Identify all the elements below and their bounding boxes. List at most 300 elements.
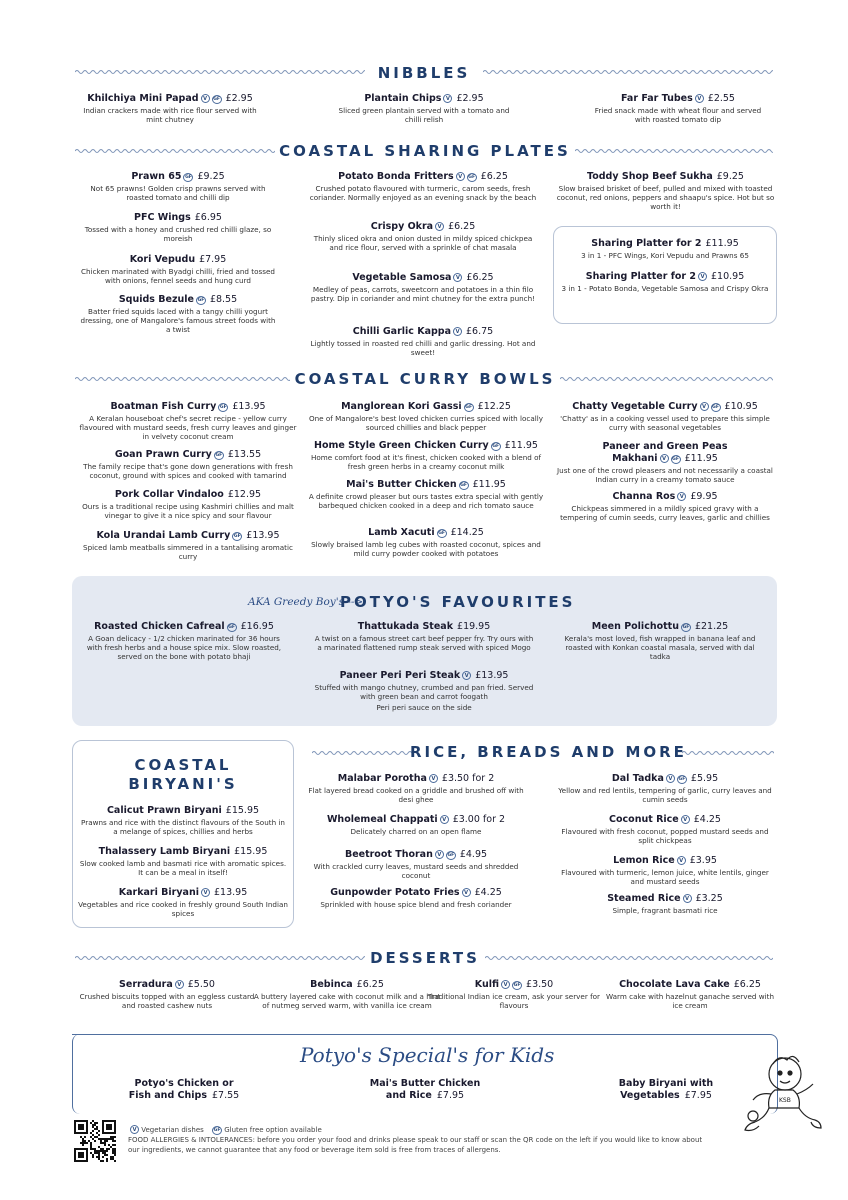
menu-item-description: Slowly braised lamb leg cubes with roasted coconut, spices and mild curry powder cooked with potatoes <box>311 540 541 558</box>
menu-item-title <box>76 401 300 413</box>
menu-item-description: A twist on a famous street cart beef pepper fry. Try ours with a marinated flattened rump steak served with spiced Mogo <box>314 634 534 652</box>
menu-item-description: A buttery layered cake with coconut milk and a hint of nutmeg served warm, with vanilla ice cream <box>253 992 441 1010</box>
menu-item <box>76 489 300 520</box>
vegetarian-icon: V <box>453 327 462 336</box>
menu-item-name: Dal Tadka <box>611 773 664 784</box>
gluten-free-icon: GF <box>678 777 686 782</box>
menu-item-description: With crackled curry leaves, mustard seeds and shredded coconut <box>313 862 519 880</box>
menu-item-name: Chilli Garlic Kappa <box>352 326 451 337</box>
menu-item-title <box>553 171 778 183</box>
menu-item <box>306 814 526 836</box>
menu-item-description: Kerala's most loved, fish wrapped in banana leaf and roasted with Konkan coastal masala, served with dal tadka <box>564 634 756 661</box>
menu-item-name: Thalassery Lamb Biryani <box>98 846 231 857</box>
menu-item-description: Sprinkled with house spice blend and fresh coriander <box>320 900 512 909</box>
menu-item-description: A Goan delicacy - 1/2 chicken marinated for 36 hours with fresh herbs and a house spice mix. Slow roasted, served on the bone with potato bhaji <box>86 634 282 661</box>
menu-item-name: Manglorean Kori Gassi <box>341 401 462 412</box>
menu-item <box>600 979 780 1010</box>
kids-item-name-line1: Baby Biryani with <box>618 1078 714 1089</box>
menu-item-price: £10.95 <box>711 271 745 282</box>
gluten-free-icon: GF <box>513 983 521 988</box>
vegetarian-icon: V <box>435 222 444 231</box>
menu-item-title <box>308 326 538 338</box>
gluten-free-icon: GF <box>185 175 192 180</box>
menu-item-price: £6.25 <box>466 272 494 283</box>
gluten-free-label: Gluten free option available <box>224 1126 322 1134</box>
menu-item <box>306 773 526 804</box>
menu-item-name: Chocolate Lava Cake <box>619 979 730 990</box>
menu-item-description: Warm cake with hazelnut ganache served with ice cream <box>605 992 775 1010</box>
wave-divider <box>75 67 365 77</box>
menu-item <box>334 93 514 124</box>
vegetarian-icon: V <box>201 94 210 103</box>
menu-item <box>552 441 778 484</box>
menu-item-price: £5.95 <box>690 773 719 784</box>
menu-item-title <box>556 271 774 283</box>
menu-item-name: Boatman Fish Curry <box>110 401 217 412</box>
vegetarian-icon: V <box>440 815 449 824</box>
menu-item-description: A definite crowd pleaser but ours tastes extra special with gently barbequed chicken cooked in a deep and rich tomato sauce <box>308 492 544 510</box>
menu-item-title <box>76 530 300 542</box>
menu-item-title <box>306 814 526 826</box>
menu-item <box>556 271 774 293</box>
menu-item-title <box>306 479 546 491</box>
vegetarian-label: Vegetarian dishes <box>141 1126 204 1134</box>
menu-item <box>78 171 278 202</box>
vegetarian-icon: V <box>666 774 675 783</box>
wave-divider <box>682 748 774 758</box>
vegetarian-icon: V <box>681 815 690 824</box>
gluten-free-icon: GF <box>672 457 679 462</box>
menu-item-price: £4.25 <box>693 814 721 825</box>
menu-item-title <box>306 773 526 785</box>
gluten-free-icon: GF <box>460 483 467 488</box>
menu-item-description: Yellow and red lentils, tempering of garlic, curry leaves and cumin seeds <box>558 786 772 804</box>
menu-item-description: One of Mangalore's best loved chicken curries spiced with locally sourced chillies and black pepper <box>308 414 544 432</box>
menu-item-price: £15.95 <box>225 805 260 816</box>
menu-item-title <box>424 979 604 991</box>
allergy-notice: FOOD ALLERGIES & INTOLERANCES: before you order your food and drinks please speak to our staff or scan the QR code on the left if you would like to know about our ingredients, we cannot guarantee that any food or beverage item sold is free from traces of allergens. <box>128 1136 703 1154</box>
menu-item-price: £5.50 <box>187 979 215 990</box>
menu-item-price: £16.95 <box>240 621 274 632</box>
legend-row <box>128 1125 322 1135</box>
menu-item <box>554 814 776 845</box>
menu-item-title <box>554 893 776 905</box>
menu-item-title <box>80 93 260 105</box>
menu-item-name: Steamed Rice <box>607 893 681 904</box>
menu-item-price: £11.95 <box>472 479 506 490</box>
qr-code[interactable] <box>74 1120 116 1162</box>
vegetarian-icon: V <box>435 850 444 859</box>
section-title-biryani-2: BIRYANI'S <box>128 775 238 793</box>
section-title-desserts: DESSERTS <box>370 949 480 967</box>
wave-divider <box>312 748 412 758</box>
menu-item-name: Thattukada Steak <box>357 621 454 632</box>
menu-item <box>424 979 604 1010</box>
menu-item-description: Medley of peas, carrots, sweetcorn and potatoes in a thin filo pastry. Dip in coriander and mint chutney for the extra punch! <box>310 285 536 303</box>
menu-item-name: Wholemeal Chappati <box>326 814 438 825</box>
menu-item-description: 3 in 1 - Potato Bonda, Vegetable Samosa and Crispy Okra <box>561 284 769 293</box>
vegetarian-icon: V <box>677 856 686 865</box>
menu-item-price: £3.95 <box>689 855 717 866</box>
menu-item-name: Potato Bonda Fritters <box>338 171 454 182</box>
menu-item-name: Kulfi <box>474 979 500 990</box>
menu-item-name: Kori Vepudu <box>129 254 196 265</box>
gluten-free-icon: GF <box>228 625 236 630</box>
menu-item-name: Lemon Rice <box>613 855 675 866</box>
menu-item-description: Crushed biscuits topped with an eggless custard and roasted cashew nuts <box>79 992 255 1010</box>
menu-item-title <box>252 979 442 991</box>
menu-item-price: £3.50 for 2 <box>441 773 495 784</box>
gluten-free-icon: GF <box>712 405 719 410</box>
menu-item-description: The family recipe that's gone down generations with fresh coconut, ground with spices and cooked with tamarind <box>83 462 293 480</box>
menu-item-description: Slow braised brisket of beef, pulled and mixed with toasted coconut, red onions, peppers and shaapu's spice. Hot but so worth it! <box>556 184 775 211</box>
menu-item <box>306 527 546 558</box>
menu-item-title <box>78 212 278 224</box>
menu-item-price: £12.95 <box>227 489 262 500</box>
vegetarian-icon: V <box>695 94 704 103</box>
menu-item-title <box>552 401 778 413</box>
menu-item-name: Home Style Green Chicken Curry <box>314 440 489 451</box>
menu-item-name: Toddy Shop Beef Sukha <box>587 171 713 182</box>
menu-item-description: Spiced lamb meatballs simmered in a tantalising aromatic curry <box>83 543 293 561</box>
menu-item-price: £7.95 <box>199 254 227 265</box>
menu-item-price: £10.95 <box>724 401 758 412</box>
menu-item <box>72 979 262 1010</box>
menu-item-name: PFC Wings <box>134 212 191 223</box>
menu-item-price: £14.25 <box>450 527 484 538</box>
menu-item-name: Mai's Butter Chicken <box>346 479 457 490</box>
menu-item-title <box>312 621 536 633</box>
menu-item-price: £3.50 <box>526 979 554 990</box>
menu-item-title <box>308 171 538 183</box>
menu-item-name: Crispy Okra <box>370 221 434 232</box>
menu-item-description: 3 in 1 - PFC Wings, Kori Vepudu and Prawns 65 <box>581 251 749 260</box>
vegetarian-icon: V <box>443 94 452 103</box>
vegetarian-icon: V <box>700 402 709 411</box>
section-title-biryani-1: COASTAL <box>134 756 232 774</box>
menu-item-description: Fried snack made with wheat flour and served with roasted tomato dip <box>594 106 762 124</box>
menu-item-note: Peri peri sauce on the side <box>376 703 472 712</box>
menu-item-title <box>306 849 526 861</box>
menu-item-description: Indian crackers made with rice flour served with mint chutney <box>83 106 257 124</box>
menu-item-price: £19.95 <box>457 621 491 632</box>
menu-item-name: Gunpowder Potato Fries <box>330 887 460 898</box>
menu-item-description: Lightly tossed in roasted red chilli and garlic dressing. Hot and sweet! <box>310 339 536 357</box>
menu-item-price: £2.55 <box>707 93 735 104</box>
menu-item-title <box>76 489 300 501</box>
svg-text:KSB: KSB <box>779 1097 791 1104</box>
menu-item <box>554 855 776 886</box>
menu-item-price: £13.95 <box>232 401 266 412</box>
menu-item-title <box>76 449 300 461</box>
wave-divider <box>75 374 290 384</box>
vegetarian-icon: V <box>660 454 669 463</box>
kids-item-price: £7.55 <box>212 1090 240 1101</box>
menu-item <box>588 93 768 124</box>
menu-item <box>78 212 278 243</box>
menu-item-title <box>84 621 284 633</box>
menu-item-description: Flat layered bread cooked on a griddle and brushed off with desi ghee <box>308 786 524 804</box>
menu-item <box>554 893 776 915</box>
vegetarian-icon: V <box>453 273 462 282</box>
favourites-prefix: AKA Greedy Boy's --> <box>248 596 364 608</box>
menu-item <box>76 449 300 480</box>
menu-item-price: £13.95 <box>246 530 280 541</box>
menu-item-description: Crushed potato flavoured with turmeric, carom seeds, fresh coriander. Normally enjoyed as an evening snack by the beach <box>309 184 537 202</box>
gluten-free-icon: GF <box>219 405 227 410</box>
gluten-free-icon: GF <box>438 531 445 536</box>
menu-item <box>80 93 260 124</box>
menu-item-price: £2.95 <box>225 93 253 104</box>
menu-item <box>306 401 546 432</box>
gluten-free-icon: GF <box>682 625 690 630</box>
menu-item-title <box>600 979 780 991</box>
gluten-free-icon: GF <box>197 298 205 303</box>
menu-item-description: Traditional Indian ice cream, ask your server for flavours <box>428 992 600 1010</box>
menu-item <box>552 401 778 432</box>
kid-illustration <box>735 1050 825 1135</box>
menu-item-name: Lamb Xacuti <box>368 527 435 538</box>
menu-item <box>560 621 760 661</box>
menu-item-name: Serradura <box>119 979 173 990</box>
menu-item-description: Prawns and rice with the distinct flavours of the South in a melange of spices, chillies and herbs <box>81 818 285 836</box>
kids-menu-item <box>325 1078 525 1102</box>
menu-item <box>78 294 278 334</box>
menu-item-price: £15.95 <box>234 846 268 857</box>
gluten-free-icon: GF <box>492 444 500 449</box>
menu-item-name-line1: Paneer and Green Peas <box>602 441 728 452</box>
menu-item-name: Calicut Prawn Biryani <box>106 805 222 816</box>
menu-item-price: £6.75 <box>466 326 494 337</box>
kids-item-name-line1: Mai's Butter Chicken <box>369 1078 481 1089</box>
menu-item-description: Delicately charred on an open flame <box>350 827 482 836</box>
menu-item <box>78 846 288 877</box>
kids-item-name-line1: Potyo's Chicken or <box>134 1078 234 1089</box>
menu-item-price: £3.25 <box>695 893 723 904</box>
menu-item <box>556 238 774 260</box>
section-title-favourites: POTYO'S FAVOURITES <box>340 593 576 611</box>
menu-item-price: £13.55 <box>227 449 262 460</box>
section-title-rice-breads: RICE, BREADS AND MORE <box>410 743 687 761</box>
menu-item-price: £9.95 <box>690 491 718 502</box>
gluten-free-icon: GF <box>447 853 455 858</box>
menu-item <box>554 773 776 804</box>
kids-item-price: £7.95 <box>684 1090 712 1101</box>
menu-item-description: Stuffed with mango chutney, crumbed and pan fried. Served with green bean and carrot foogath <box>314 683 534 701</box>
section-title-nibbles: NIBBLES <box>377 64 471 82</box>
gluten-free-icon: GF <box>215 453 223 458</box>
menu-item-title <box>72 979 262 991</box>
menu-item-price: £6.25 <box>448 221 476 232</box>
menu-item-name: Channa Ros <box>612 491 676 502</box>
menu-item-description: Flavoured with turmeric, lemon juice, white lentils, ginger and mustard seeds <box>561 868 769 886</box>
wave-divider <box>485 953 773 963</box>
menu-item-price: £21.25 <box>694 621 729 632</box>
menu-item-name: Beetroot Thoran <box>344 849 433 860</box>
menu-item-price: £11.95 <box>684 453 718 464</box>
menu-item-title <box>78 294 278 306</box>
gluten-free-icon: GF <box>213 1128 221 1133</box>
menu-item-name: Makhani <box>612 453 658 464</box>
menu-item-price: £8.55 <box>209 294 238 305</box>
menu-item-description: Simple, fragrant basmati rice <box>612 906 718 915</box>
menu-item-title <box>306 527 546 539</box>
menu-item-price: £4.25 <box>474 887 502 898</box>
menu-item <box>78 805 288 836</box>
wave-divider <box>75 146 275 156</box>
kids-item-name: and Rice <box>385 1090 432 1101</box>
vegetarian-icon: V <box>677 492 686 501</box>
menu-item-name: Far Far Tubes <box>621 93 693 104</box>
gluten-free-icon: GF <box>213 97 220 102</box>
vegetarian-icon: V <box>130 1125 139 1134</box>
menu-item-name: Plantain Chips <box>364 93 442 104</box>
menu-item-description: Slow cooked lamb and basmati rice with aromatic spices. It can be a meal in itself! <box>79 859 287 877</box>
menu-item-name: Sharing Platter for 2 <box>585 271 696 282</box>
menu-item-title <box>78 846 288 858</box>
menu-item-title <box>552 491 778 503</box>
menu-item <box>308 326 538 357</box>
gluten-free-icon: GF <box>233 534 241 539</box>
menu-item-title <box>334 93 514 105</box>
menu-item-name: Coconut Rice <box>609 814 679 825</box>
menu-item-name: Khilchiya Mini Papad <box>87 93 199 104</box>
vegetarian-icon: V <box>501 980 510 989</box>
menu-item-name: Meen Polichottu <box>591 621 679 632</box>
gluten-free-icon: GF <box>465 405 473 410</box>
section-title-coastal-sharing: COASTAL SHARING PLATES <box>279 142 571 160</box>
kids-menu-item <box>84 1078 284 1102</box>
menu-item-title <box>78 171 278 183</box>
menu-item-price: £6.95 <box>194 212 222 223</box>
menu-item-price: £4.95 <box>459 849 488 860</box>
menu-item-description: Sliced green plantain served with a tomato and chilli relish <box>338 106 510 124</box>
menu-item-price: £6.25 <box>356 979 384 990</box>
menu-item-title <box>308 272 538 284</box>
menu-item-price: £12.25 <box>477 401 511 412</box>
wave-divider <box>483 67 773 77</box>
menu-item-title <box>554 814 776 826</box>
kids-title: Potyo's Special's for Kids <box>300 1043 555 1067</box>
menu-item-title <box>78 805 288 817</box>
menu-item-name: Pork Collar Vindaloo <box>114 489 224 500</box>
menu-item-price: £9.25 <box>197 171 225 182</box>
menu-item-price: £13.95 <box>214 887 248 898</box>
kids-item-name: Vegetables <box>620 1090 680 1101</box>
vegetarian-icon: V <box>201 888 210 897</box>
menu-item-price: £11.95 <box>504 440 538 451</box>
menu-item-price: £13.95 <box>475 670 509 681</box>
kids-box-left <box>72 1034 92 1114</box>
menu-item-name: Sharing Platter for 2 <box>591 238 702 249</box>
menu-item-name: Prawn 65 <box>131 171 182 182</box>
menu-item-name: Goan Prawn Curry <box>114 449 212 460</box>
menu-item-price: £9.25 <box>716 171 744 182</box>
menu-item-title <box>312 670 536 682</box>
menu-item <box>308 171 538 202</box>
kids-item-name: Fish and Chips <box>128 1090 207 1101</box>
menu-item-name: Karkari Biryani <box>118 887 199 898</box>
menu-item-description: Thinly sliced okra and onion dusted in mildy spiced chickpea and rice flour, served with a sprinkle of chat masala <box>313 234 533 252</box>
wave-divider <box>575 146 773 156</box>
menu-item <box>76 401 300 441</box>
menu-item-description: Home comfort food at it's finest, chicken cooked with a blend of fresh green herbs in a creamy coconut milk <box>310 453 542 471</box>
menu-item-title <box>560 621 760 633</box>
menu-item-title <box>588 93 768 105</box>
menu-item-description: Chicken marinated with Byadgi chilli, fried and tossed with onions, fennel seeds and hung curd <box>81 267 275 285</box>
kids-item-name-line2 <box>325 1090 525 1102</box>
menu-item-price: £6.25 <box>733 979 761 990</box>
menu-item-price: £11.95 <box>705 238 739 249</box>
menu-item <box>252 979 442 1010</box>
kids-item-name-line2 <box>84 1090 284 1102</box>
menu-item <box>308 221 538 252</box>
menu-item-title <box>554 773 776 785</box>
menu-item-title <box>78 887 288 899</box>
menu-item-description: 'Chatty' as in a cooking vessel used to prepare this simple curry with seasonal vegetables <box>560 414 770 432</box>
menu-item-name: Chatty Vegetable Curry <box>572 401 698 412</box>
menu-item <box>306 849 526 880</box>
menu-item <box>312 670 536 712</box>
menu-item-name: Bebinca <box>310 979 353 990</box>
gluten-free-icon: GF <box>468 175 476 180</box>
menu-item-name: Malabar Porotha <box>337 773 427 784</box>
menu-item-title <box>552 453 778 465</box>
menu-item-description: Not 65 prawns! Golden crisp prawns served with roasted tomato and chilli dip <box>90 184 266 202</box>
menu-item <box>312 621 536 652</box>
menu-item-title <box>306 440 546 452</box>
menu-item-description: A Keralan houseboat chef's secret recipe - yellow curry flavoured with mustard seeds, fresh curry leaves and ginger in velvety coconut cream <box>79 414 297 441</box>
menu-item-price: £6.25 <box>480 171 508 182</box>
menu-item-description: Ours is a traditional recipe using Kashmiri chillies and malt vinegar to give it a nice spicy and sour flavour <box>82 502 294 520</box>
kids-item-price: £7.95 <box>436 1090 465 1101</box>
menu-item <box>306 479 546 510</box>
menu-item-price: £2.95 <box>456 93 484 104</box>
menu-item-name: Kola Urandai Lamb Curry <box>96 530 231 541</box>
menu-item <box>306 440 546 471</box>
menu-item-name: Squids Bezule <box>118 294 194 305</box>
menu-item <box>308 272 538 303</box>
menu-item <box>552 491 778 522</box>
menu-item <box>84 621 284 661</box>
menu-item-description: Chickpeas simmered in a mildly spiced gravy with a tempering of cumin seeds, curry leaves, garlic and chillies <box>560 504 770 522</box>
menu-item-name: Roasted Chicken Cafreal <box>94 621 225 632</box>
menu-item-title <box>78 254 278 266</box>
vegetarian-icon: V <box>429 774 438 783</box>
menu-item-description: Vegetables and rice cooked in freshly ground South Indian spices <box>78 900 288 918</box>
vegetarian-icon: V <box>462 888 471 897</box>
menu-item <box>78 254 278 285</box>
menu-item-title <box>306 401 546 413</box>
vegetarian-icon: V <box>175 980 184 989</box>
menu-item <box>306 887 526 909</box>
menu-item-description: Tossed with a honey and crushed red chilli glaze, so moreish <box>84 225 272 243</box>
vegetarian-icon: V <box>698 272 707 281</box>
menu-item-description: Batter fried squids laced with a tangy chilli yogurt dressing, one of Mangalore's famous street foods with a twist <box>80 307 276 334</box>
menu-item <box>76 530 300 561</box>
menu-item <box>553 171 778 211</box>
wave-divider <box>560 374 773 384</box>
menu-item-title <box>556 238 774 250</box>
menu-item-name: Paneer Peri Peri Steak <box>339 670 461 681</box>
menu-item-title <box>554 855 776 867</box>
menu-item-name: Vegetable Samosa <box>352 272 452 283</box>
menu-item-description: Just one of the crowd pleasers and not necessarily a coastal Indian curry in a creamy tomato sauce <box>557 466 773 484</box>
wave-divider <box>75 953 365 963</box>
section-title-curry-bowls: COASTAL CURRY BOWLS <box>294 370 556 388</box>
vegetarian-icon: V <box>462 671 471 680</box>
menu-item-title <box>308 221 538 233</box>
